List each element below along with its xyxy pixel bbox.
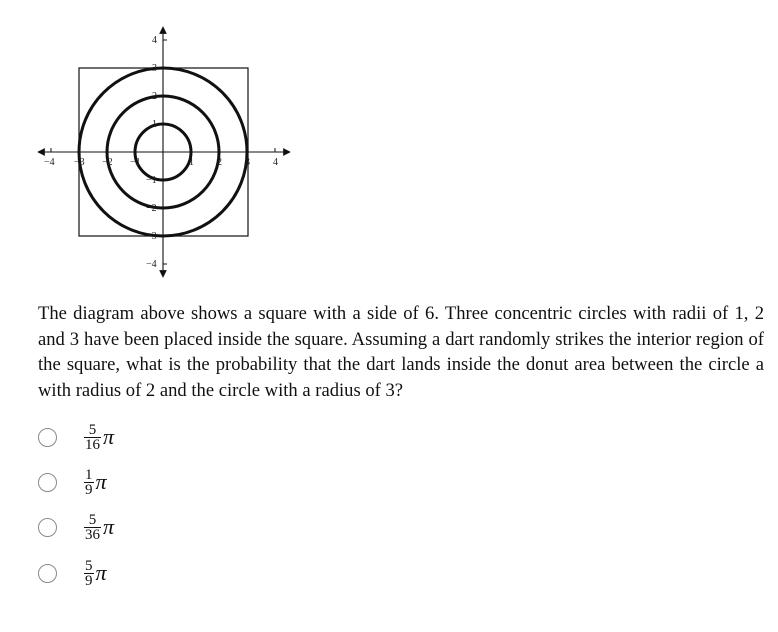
- svg-text:2: 2: [217, 157, 222, 168]
- svg-text:−1: −1: [146, 175, 157, 186]
- svg-text:2: 2: [152, 91, 157, 102]
- svg-text:3: 3: [245, 157, 250, 168]
- option-5-9-pi[interactable]: [38, 559, 107, 588]
- svg-text:−4: −4: [146, 259, 157, 270]
- fraction: $\frac{1}{9}$: [85, 467, 93, 498]
- svg-text:−1: −1: [130, 157, 141, 168]
- pi-symbol: π: [103, 513, 115, 539]
- fraction: $\frac{5}{9}$: [85, 558, 93, 589]
- pi-symbol: π: [103, 423, 115, 449]
- option-5-36-pi[interactable]: [38, 513, 114, 542]
- concentric-circles-diagram: [30, 20, 300, 282]
- option-1-9-pi[interactable]: [38, 468, 107, 497]
- svg-text:4: 4: [273, 157, 278, 168]
- svg-text:3: 3: [152, 63, 157, 74]
- svg-text:−3: −3: [146, 231, 157, 242]
- pi-symbol: π: [95, 468, 107, 494]
- x-tick-labels: [44, 157, 278, 168]
- pi-symbol: π: [95, 559, 107, 585]
- radio-button[interactable]: [38, 428, 57, 447]
- fraction: $\frac{5}{36}$: [85, 512, 100, 543]
- radio-button[interactable]: [38, 564, 57, 583]
- svg-text:−4: −4: [44, 157, 55, 168]
- option-5-16-pi[interactable]: [38, 423, 114, 452]
- radio-button[interactable]: [38, 518, 57, 537]
- fraction: $\frac{5}{16}$: [85, 422, 100, 453]
- svg-text:1: 1: [152, 119, 157, 130]
- svg-text:−2: −2: [102, 157, 113, 168]
- svg-text:−3: −3: [74, 157, 85, 168]
- radio-button[interactable]: [38, 473, 57, 492]
- svg-text:4: 4: [152, 35, 157, 46]
- svg-text:−2: −2: [146, 203, 157, 214]
- question-text: The diagram above shows a square with a side of 6. Three concentric circles with radii of 1, 2 and 3 have been placed inside the square. Assuming a dart randomly strikes the interior region of the square, what is the probability that the dart lands inside the donut area between the circle a with radius of 2 and the circle with a radius of 3?: [38, 303, 764, 401]
- svg-text:1: 1: [189, 157, 194, 168]
